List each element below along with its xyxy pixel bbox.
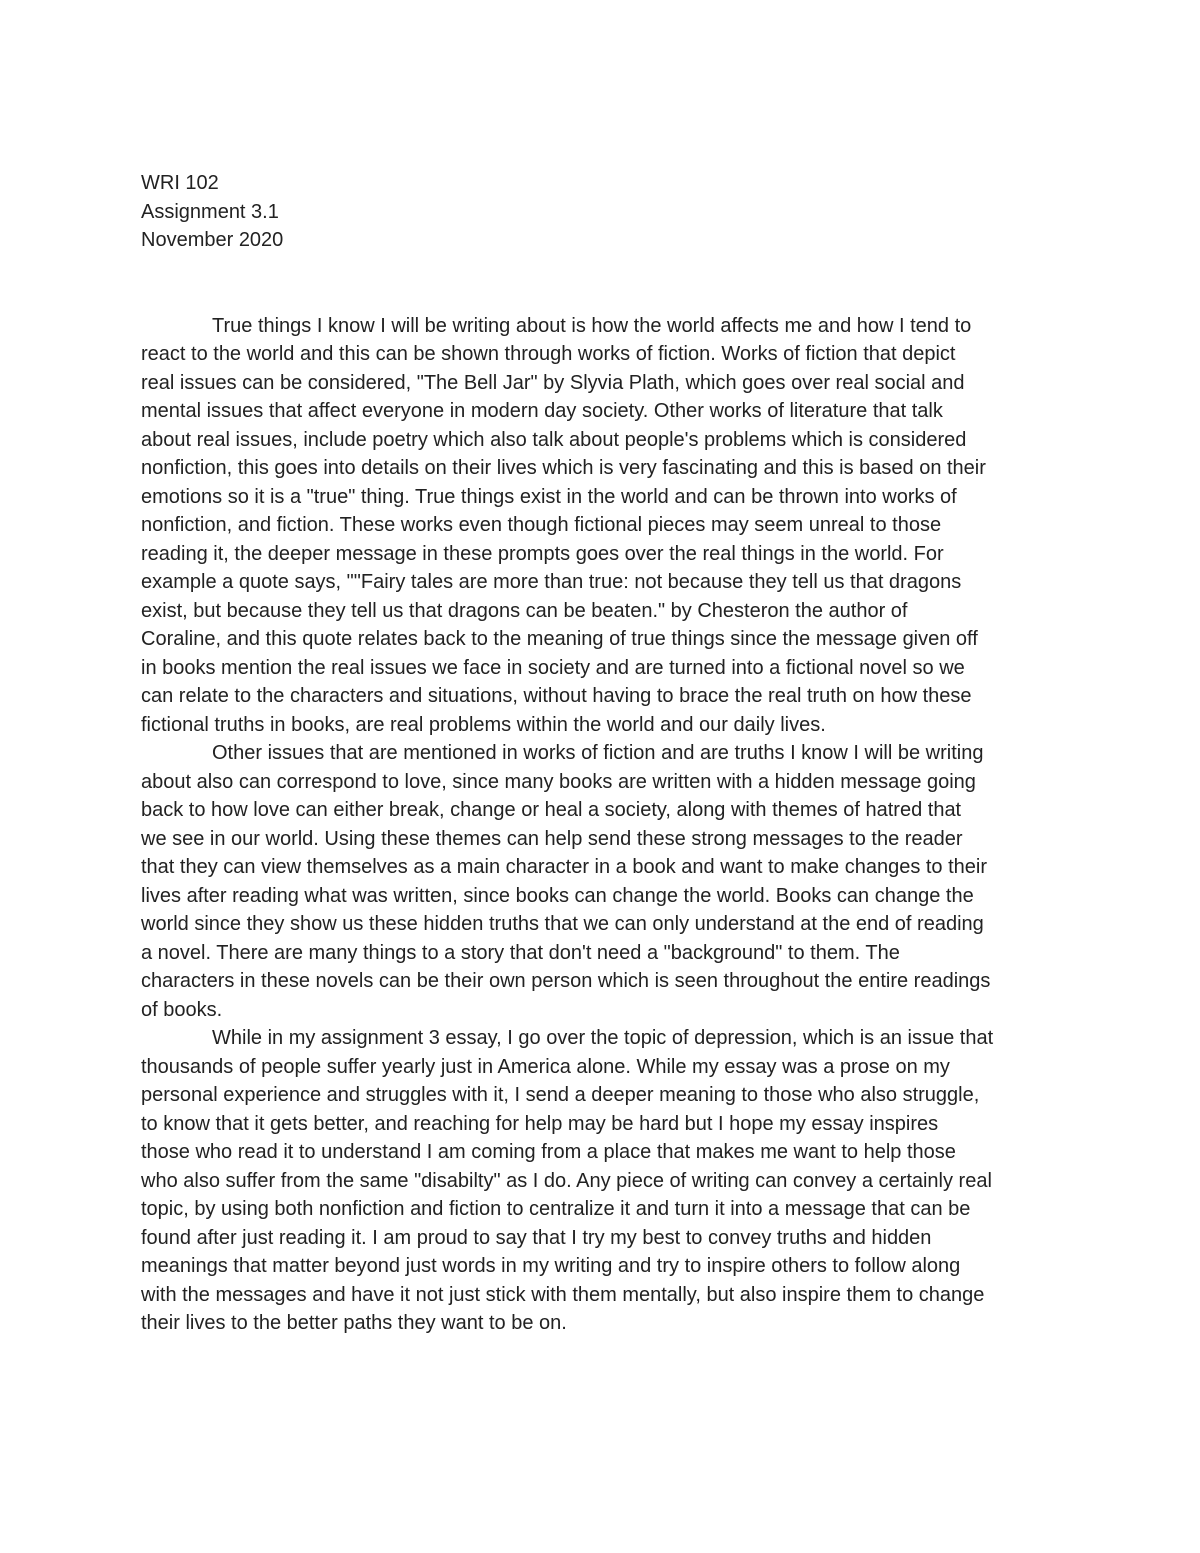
paragraph-line: nonfiction, this goes into details on their lives which is very fascinating and this is based on their — [141, 457, 986, 479]
paragraph-line: back to how love can either break, change or heal a society, along with themes of hatred that — [141, 799, 962, 821]
paragraph-line: meanings that matter beyond just words in my writing and try to inspire others to follow along — [141, 1255, 961, 1277]
paragraph-line: mental issues that affect everyone in modern day society. Other works of literature that talk — [141, 400, 943, 422]
paragraph-line: found after just reading it. I am proud to say that I try my best to convey truths and hidden — [141, 1226, 932, 1249]
paragraph-line: about also can correspond to love, since many books are written with a hidden message going — [141, 770, 976, 793]
paragraph-line: Coraline, and this quote relates back to the meaning of true things since the message given off — [141, 628, 978, 650]
paragraph-line: While in my assignment 3 essay, I go over the topic of depression, which is an issue that — [212, 1027, 994, 1049]
paragraph-line: we see in our world. Using these themes can help send these strong messages to the reader — [141, 827, 963, 850]
paragraph-line: reading it, the deeper message in these prompts goes over the real things in the world. For — [141, 542, 944, 565]
paragraph-line: in books mention the real issues we face in society and are turned into a fictional novel so we — [141, 656, 965, 679]
paragraph-line: fictional truths in books, are real problems within the world and our daily lives. — [141, 713, 826, 736]
paragraph-line: True things I know I will be writing about is how the world affects me and how I tend to — [212, 314, 972, 337]
essay-paragraph — [141, 1024, 1066, 1338]
paragraph-line: of books. — [141, 998, 223, 1021]
assignment-title: Assignment 3.1 — [141, 200, 279, 223]
paragraph-line: those who read it to understand I am coming from a place that makes me want to help those — [141, 1141, 956, 1163]
course-code: WRI 102 — [141, 172, 219, 194]
paragraph-line: topic, by using both nonfiction and fiction to centralize it and turn it into a message that can be — [141, 1198, 971, 1220]
paragraph-line: characters in these novels can be their own person which is seen throughout the entire readings — [141, 970, 991, 992]
paragraph-line: lives after reading what was written, since books can change the world. Books can change the — [141, 884, 974, 907]
paragraph-line: nonfiction, and fiction. These works even though fictional pieces may seem unreal to those — [141, 514, 942, 536]
paragraph-line: that they can view themselves as a main character in a book and want to make changes to their — [141, 856, 988, 878]
paragraph-line: to know that it gets better, and reaching for help may be hard but I hope my essay inspires — [141, 1112, 939, 1135]
paragraph-line: with the messages and have it not just stick with them mentally, but also inspire them to change — [141, 1283, 985, 1306]
essay-paragraph — [141, 739, 1066, 1024]
paragraph-line: can relate to the characters and situations, without having to brace the real truth on how these — [141, 685, 972, 707]
paragraph-line: personal experience and struggles with it, I send a deeper meaning to those who also struggle, — [141, 1084, 980, 1106]
paragraph-line: example a quote says, ""Fairy tales are more than true: not because they tell us that dragons — [141, 571, 962, 593]
essay-paragraph — [141, 312, 1066, 740]
paragraph-line: world since they show us these hidden truths that we can only understand at the end of reading — [141, 913, 984, 935]
essay-paragraphs — [141, 312, 1066, 1338]
paragraph-line: thousands of people suffer yearly just in America alone. While my essay was a prose on my — [141, 1055, 950, 1078]
paragraph-line: a novel. There are many things to a story that don't need a "background" to them. The — [141, 941, 900, 964]
document-date: November 2020 — [141, 229, 284, 251]
paragraph-line: who also suffer from the same "disabilty" as I do. Any piece of writing can convey a certainly real — [141, 1169, 992, 1192]
paragraph-line: exist, but because they tell us that dragons can be beaten." by Chesteron the author of — [141, 599, 908, 622]
paragraph-line: emotions so it is a "true" thing. True things exist in the world and can be thrown into works of — [141, 485, 957, 508]
paragraph-line: their lives to the better paths they want to be on. — [141, 1312, 567, 1334]
paragraph-line: real issues can be considered, "The Bell Jar" by Slyvia Plath, which goes over real social and — [141, 371, 965, 394]
paragraph-line: Other issues that are mentioned in works of fiction and are truths I know I will be writing — [212, 742, 984, 764]
document-body — [141, 169, 1066, 1338]
header-spacer — [141, 255, 1066, 312]
paragraph-line: about real issues, include poetry which also talk about people's problems which is considered — [141, 428, 967, 451]
paragraph-line: react to the world and this can be shown through works of fiction. Works of fiction that depict — [141, 343, 956, 365]
